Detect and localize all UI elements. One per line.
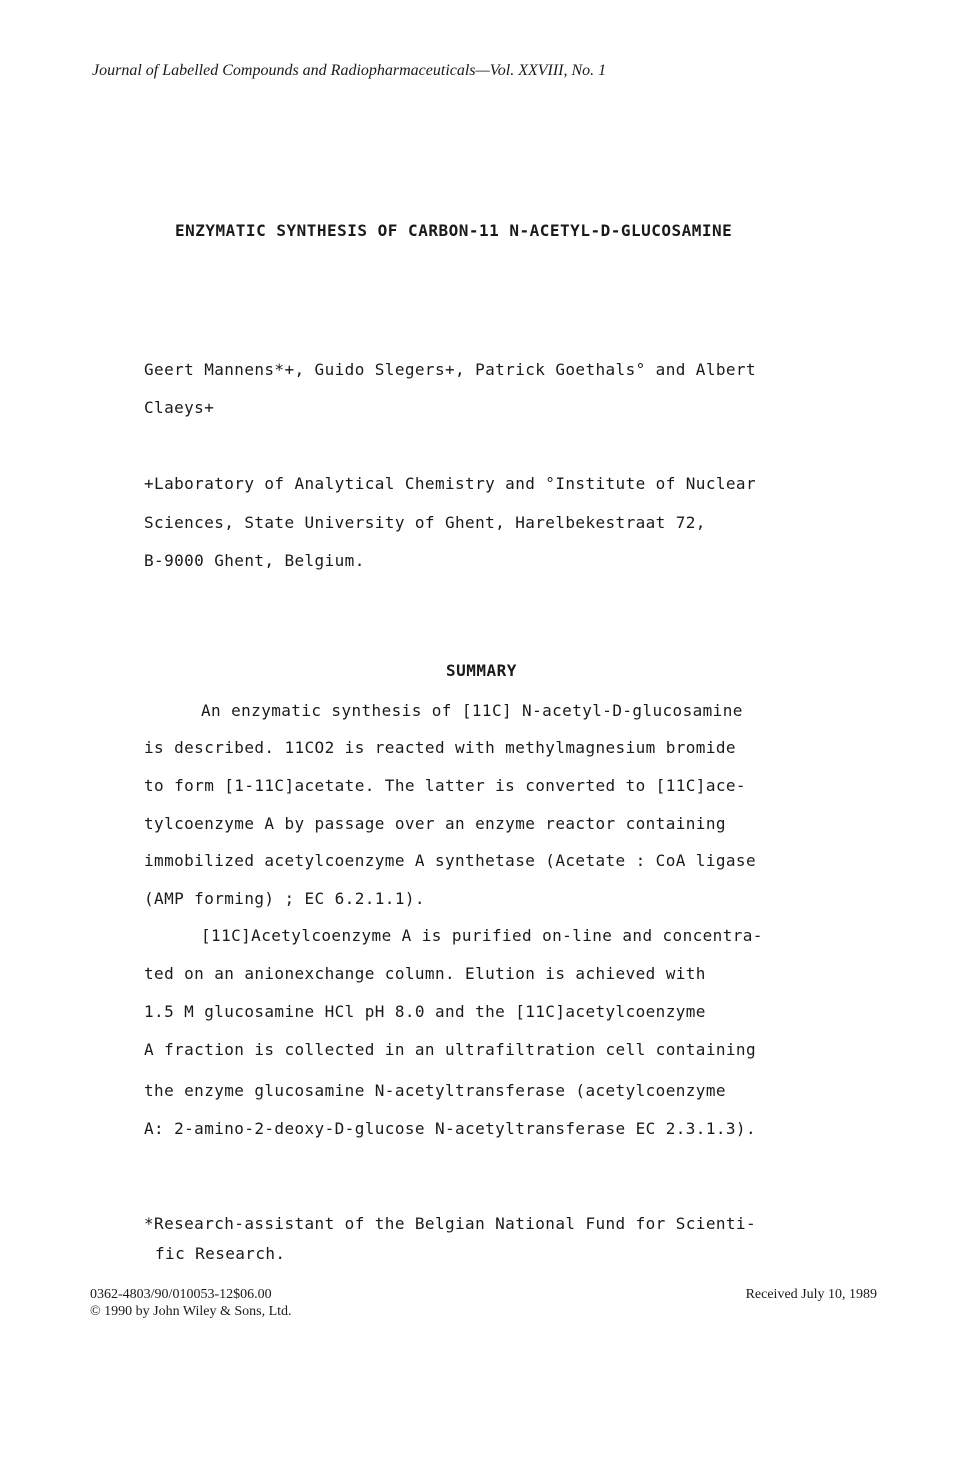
summary-line-2: is described. 11CO2 is reacted with methylmagnesium bromide xyxy=(144,738,736,757)
summary-line-9: 1.5 M glucosamine HCl pH 8.0 and the [11C]acetylcoenzyme xyxy=(144,1002,706,1021)
summary-line-1: An enzymatic synthesis of [11C] N-acetyl-D-glucosamine xyxy=(201,701,743,720)
summary-line-7: [11C]Acetylcoenzyme A is purified on-line and concentra- xyxy=(201,926,763,945)
summary-line-6: (AMP forming) ; EC 6.2.1.1). xyxy=(144,889,425,908)
article-code: 0362-4803/90/010053-12$06.00 xyxy=(90,1287,272,1302)
summary-line-11: the enzyme glucosamine N-acetyltransferase (acetylcoenzyme xyxy=(144,1081,726,1100)
journal-header: Journal of Labelled Compounds and Radiopharmaceuticals—Vol. XXVIII, No. 1 xyxy=(92,62,607,79)
footnote-line-1: *Research-assistant of the Belgian National Fund for Scienti- xyxy=(144,1214,757,1233)
summary-line-12: A: 2-amino-2-deoxy-D-glucose N-acetyltransferase EC 2.3.1.3). xyxy=(144,1119,757,1138)
paper-title: ENZYMATIC SYNTHESIS OF CARBON-11 N-ACETYL-D-GLUCOSAMINE xyxy=(175,221,733,240)
affiliation-line-3: B-9000 Ghent, Belgium. xyxy=(144,551,365,570)
affiliation-line-2: Sciences, State University of Ghent, Harelbekestraat 72, xyxy=(144,513,706,532)
authors-line-2: Claeys+ xyxy=(144,398,215,417)
affiliation-line-1: +Laboratory of Analytical Chemistry and °Institute of Nuclear xyxy=(144,474,757,493)
summary-line-10: A fraction is collected in an ultrafiltration cell containing xyxy=(144,1040,757,1059)
copyright: © 1990 by John Wiley & Sons, Ltd. xyxy=(90,1304,292,1319)
summary-line-4: tylcoenzyme A by passage over an enzyme reactor containing xyxy=(144,814,726,833)
received-date: Received July 10, 1989 xyxy=(745,1287,877,1302)
footnote-line-2: fic Research. xyxy=(155,1244,286,1263)
summary-line-8: ted on an anionexchange column. Elution is achieved with xyxy=(144,964,706,983)
authors-line-1: Geert Mannens*+, Guido Slegers+, Patrick Goethals° and Albert xyxy=(144,360,757,379)
summary-heading: SUMMARY xyxy=(446,661,517,680)
summary-line-3: to form [1-11C]acetate. The latter is converted to [11C]ace- xyxy=(144,776,746,795)
summary-line-5: immobilized acetylcoenzyme A synthetase (Acetate : CoA ligase xyxy=(144,851,757,870)
